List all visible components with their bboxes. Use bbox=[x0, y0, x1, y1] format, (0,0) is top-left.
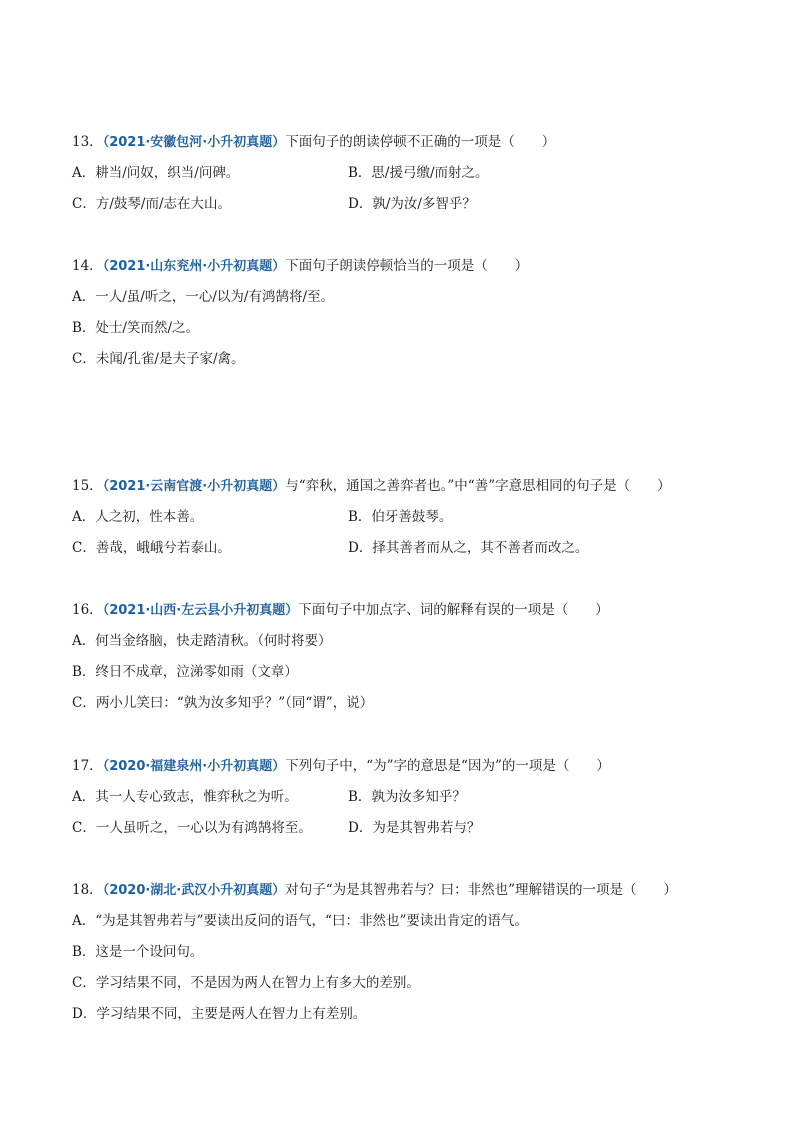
question-stem bbox=[72, 477, 671, 495]
option-text: 孰/为汝/多智乎？ bbox=[372, 196, 476, 212]
option-text: 伯牙善鼓琴。 bbox=[371, 509, 453, 525]
option-text: “为是其智弗若与”要读出反问的语气，“曰：非然也”要读出肯定的语气。 bbox=[95, 913, 528, 929]
option-a bbox=[72, 508, 203, 526]
option-b bbox=[72, 319, 199, 337]
option-text: 择其善者而从之，其不善者而改之。 bbox=[372, 540, 589, 556]
option-label: D． bbox=[348, 196, 373, 212]
question-text: 下面句子中加点字、词的解释有误的一项是（ ） bbox=[298, 602, 609, 618]
option-text: 一人虽听之，一心以为有鸿鹄将至。 bbox=[95, 820, 312, 836]
option-label: D． bbox=[348, 820, 373, 836]
option-b bbox=[348, 508, 452, 526]
question-source: （2020·湖北·武汉小升初真题） bbox=[102, 883, 286, 898]
option-label: A． bbox=[72, 289, 96, 305]
option-label: A． bbox=[72, 509, 96, 525]
option-text: 终日不成章，泣涕零如雨（文章） bbox=[95, 664, 298, 680]
option-label: B． bbox=[348, 789, 372, 805]
option-b bbox=[72, 943, 203, 961]
option-a bbox=[72, 164, 239, 182]
option-c bbox=[72, 195, 231, 213]
option-b bbox=[72, 663, 298, 681]
option-a bbox=[72, 288, 334, 306]
question-stem bbox=[72, 257, 528, 275]
option-label: C． bbox=[72, 975, 96, 991]
option-text: 耕当/问奴，织当/问碑。 bbox=[95, 165, 240, 181]
option-d bbox=[348, 195, 476, 213]
option-label: C． bbox=[72, 540, 96, 556]
option-text: 处士/笑而然/之。 bbox=[95, 320, 200, 336]
option-text: 方/鼓琴/而/志在大山。 bbox=[95, 196, 231, 212]
option-label: A． bbox=[72, 165, 96, 181]
option-a bbox=[72, 912, 528, 930]
option-d bbox=[72, 1005, 366, 1023]
option-text: 善哉，峨峨兮若泰山。 bbox=[95, 540, 231, 556]
option-text: 未闻/孔雀/是夫子家/禽。 bbox=[95, 351, 245, 367]
question-stem bbox=[72, 601, 609, 619]
option-c bbox=[72, 539, 231, 557]
option-text: 思/援弓缴/而射之。 bbox=[371, 165, 489, 181]
question-text: 下面句子的朗读停顿不正确的一项是（ ） bbox=[285, 134, 556, 150]
question-text: 下列句子中，“为”字的意思是“因为”的一项是（ ） bbox=[285, 758, 610, 774]
option-text: 一人/虽/听之，一心/以为/有鸿鹄将/至。 bbox=[95, 289, 334, 305]
option-text: 学习结果不同，主要是两人在智力上有差别。 bbox=[96, 1006, 367, 1022]
option-a bbox=[72, 632, 332, 650]
option-label: C． bbox=[72, 351, 96, 367]
option-text: 何当金络脑，快走踏清秋。（何时将要） bbox=[95, 633, 332, 649]
option-label: B． bbox=[348, 165, 372, 181]
option-label: A． bbox=[72, 633, 96, 649]
option-d bbox=[348, 539, 588, 557]
question-number: 15． bbox=[72, 478, 103, 494]
question-number: 18． bbox=[72, 882, 103, 898]
option-d bbox=[348, 819, 480, 837]
option-c bbox=[72, 819, 312, 837]
option-text: 为是其智弗若与？ bbox=[372, 820, 481, 836]
option-b bbox=[348, 164, 489, 182]
question-number: 16． bbox=[72, 602, 103, 618]
option-label: B． bbox=[72, 944, 96, 960]
question-source: （2020·福建泉州·小升初真题） bbox=[102, 759, 286, 774]
question-text: 对句子“为是其智弗若与？曰：非然也”理解错误的一项是（ ） bbox=[285, 882, 678, 898]
question-text: 与“弈秋，通国之善弈者也。”中“善”字意思相同的句子是（ ） bbox=[285, 478, 671, 494]
option-text: 两小儿笑曰：“孰为汝多知乎？”（同“谓”，说） bbox=[95, 695, 374, 711]
option-label: D． bbox=[72, 1006, 97, 1022]
option-label: B． bbox=[348, 509, 372, 525]
option-label: B． bbox=[72, 664, 96, 680]
option-text: 人之初，性本善。 bbox=[95, 509, 204, 525]
option-c bbox=[72, 974, 420, 992]
option-text: 孰为汝多知乎？ bbox=[371, 789, 466, 805]
option-a bbox=[72, 788, 298, 806]
question-source: （2021·安徽包河·小升初真题） bbox=[102, 135, 286, 150]
question-text: 下面句子朗读停顿恰当的一项是（ ） bbox=[285, 258, 529, 274]
question-source: （2021·山东兖州·小升初真题） bbox=[102, 259, 286, 274]
question-source: （2021·云南官渡·小升初真题） bbox=[102, 479, 286, 494]
option-b bbox=[348, 788, 466, 806]
option-label: A． bbox=[72, 913, 96, 929]
question-number: 17． bbox=[72, 758, 103, 774]
option-label: B． bbox=[72, 320, 96, 336]
option-text: 这是一个设问句。 bbox=[95, 944, 204, 960]
question-stem bbox=[72, 757, 610, 775]
option-c bbox=[72, 694, 373, 712]
option-c bbox=[72, 350, 245, 368]
option-label: C． bbox=[72, 196, 96, 212]
option-text: 其一人专心致志，惟弈秋之为听。 bbox=[95, 789, 298, 805]
option-label: A． bbox=[72, 789, 96, 805]
option-label: C． bbox=[72, 695, 96, 711]
question-source: （2021·山西·左云县小升初真题） bbox=[102, 603, 299, 618]
option-label: C． bbox=[72, 820, 96, 836]
question-number: 13． bbox=[72, 134, 103, 150]
option-label: D． bbox=[348, 540, 373, 556]
option-text: 学习结果不同，不是因为两人在智力上有多大的差别。 bbox=[95, 975, 420, 991]
question-stem bbox=[72, 133, 555, 151]
question-stem bbox=[72, 881, 677, 899]
question-number: 14． bbox=[72, 258, 103, 274]
